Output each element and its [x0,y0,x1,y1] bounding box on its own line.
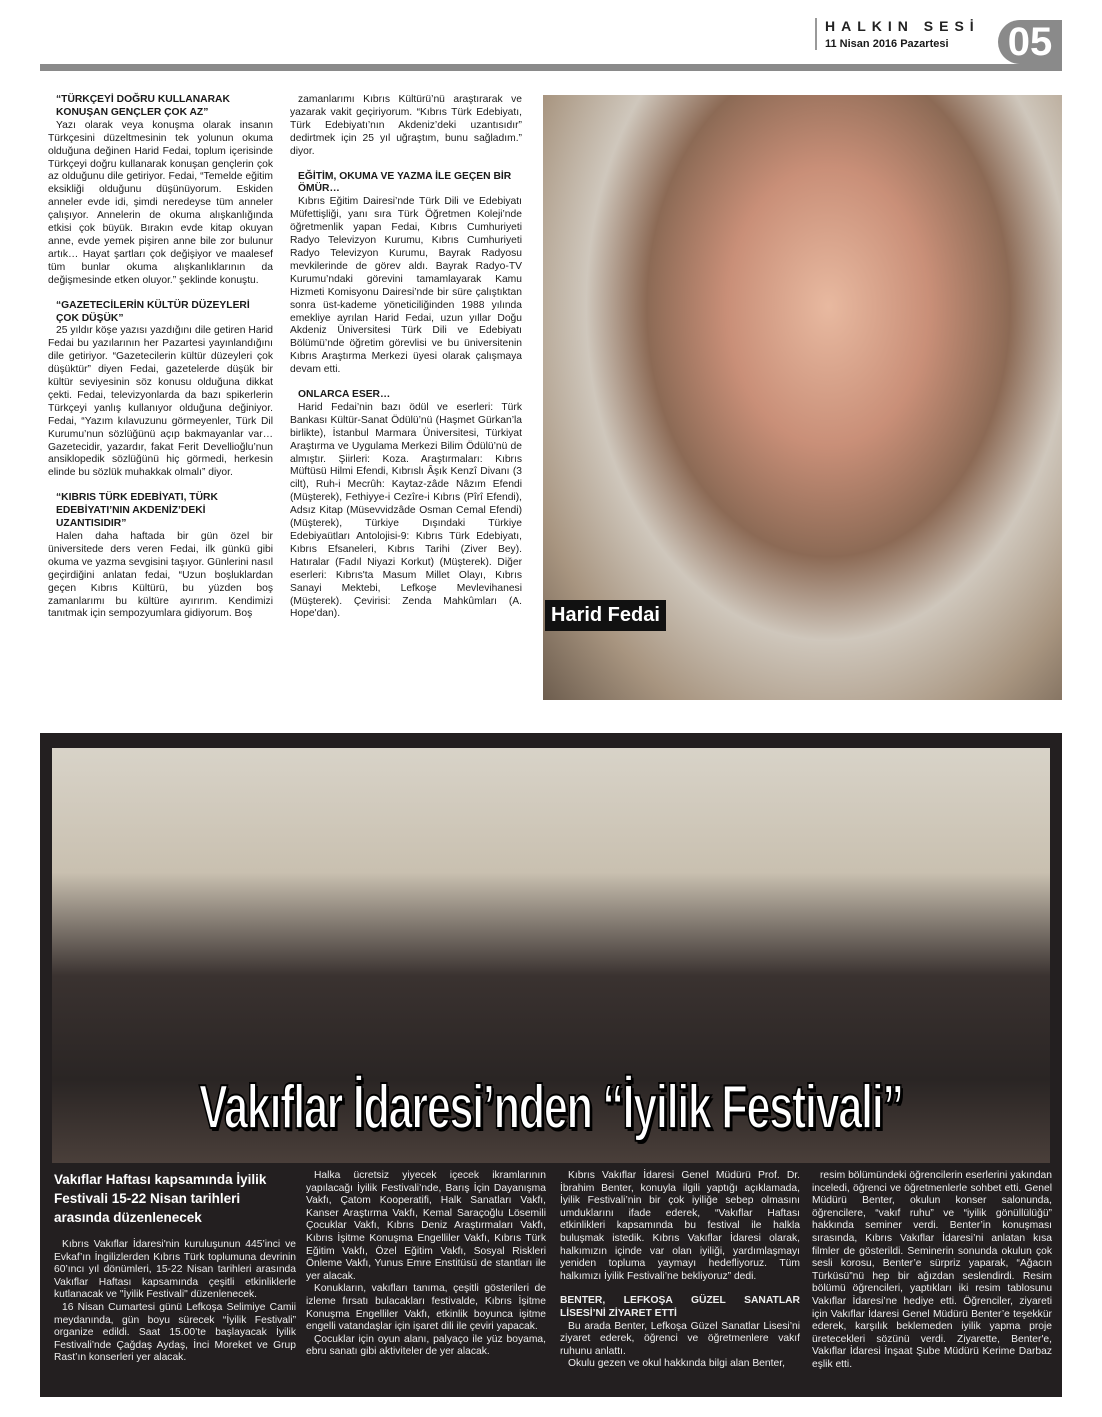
paragraph: Çocuklar için oyun alanı, palyaço ile yüz boyama, ebru sanatı gibi aktiviteler de yer alacak. [306,1333,546,1358]
paragraph: Kıbrıs Vakıflar İdaresi Genel Müdürü Prof. Dr. İbrahim Benter, konuyla ilgili yaptığı açıklamada, İyilik Festivali’nin bir çok iyiliğe sebep olmasını umduklarını ifade ederek, “Vakıflar Haftası etkinlikleri kapsamında bu festival ile halkla buluşmak istedik. Kıbrıs Vakıflar İdaresi olarak, halkımızın içinde var olan iyiliği, yardımlaşmayı yeniden topluma yaymayı hedefliyoruz. Tüm halkımızı İyilik Festivali’ne bekliyoruz” dedi. [560,1170,800,1282]
article2-column-3 [560,1170,800,1371]
paragraph: 25 yıldır köşe yazısı yazdığını dile getiren Harid Fedai bu yazılarının her Pazartesi yayınlandığını dile getiriyor. “Gazetecilerin kültür düzeyleri çok düşüktür” diyen Fedai, gazetelerde düşük bir kültür seviyesinin söz konusu olduğuna dikkat çekti. Fedai, televizyonlarda da bazı spikerlerin Türkçeyi yanlış kullanıyor olduğuna değiniyor. Fedai, “Yazım kılavuzunu görmeyenler, Türk Dil Kurumu’nun sözlüğünü açıp bakmayanlar var… Gazetecidir, yazardır, fakat Ferit Devellioğlu’nun ansiklopedik sözlüğünü hiç görmedi, herkesin elinde bu sözlük muhakkak olmalı” diyor. [48,325,273,479]
paragraph: Okulu gezen ve okul hakkında bilgi alan Benter, [568,1358,785,1370]
article2-column-2 [306,1170,546,1359]
section-heading: “KIBRIS TÜRK EDEBİYATI, TÜRK EDEBİYATI’NIN AKDENİZ’DEKİ UZANTISIDIR” [56,492,218,530]
section-heading: “TÜRKÇEYİ DOĞRU KULLANARAK KONUŞAN GENÇLER ÇOK AZ” [56,94,230,118]
page-number: 05 [998,20,1062,64]
paragraph: 16 Nisan Cumartesi günü Lefkoşa Selimiye Camii meydanında, gün boyu sürecek “İyilik Festivali” organize edildi. Saat 15.00’te başlayacak İyilik Festivali’nde Çağdaş Aydaş, İnci Moreket ve Grup Rast’ın konserleri yer alacak. [54,1301,296,1364]
header-rule [40,64,1062,71]
paragraph: resim bölümündeki öğrencilerin eserlerini yakından inceledi, öğrenci ve öğretmenlerle sohbet etti. Genel Müdürü Benter, okulun konser salonunda, öğrencilere, “vakıf ruhu” ve “iyilik gönüllülüğü” hakkında seminer verdi. Benter’in konuşması sırasında, Kıbrıs Vakıflar İdaresi’ni anlatan kısa filmler de gösterildi. Seminerin sonunda okulun çok sesli korosu, Benter’e sürpriz yaparak, “Ağacın Türküsü”nü hep bir ağızdan seslendirdi. Resim bölümü öğrencileri, yaptıkları iki resim tablosunu Vakıflar İdaresi’ne hediye etti. Öğrenciler, ziyareti için Vakıflar İdaresi Genel Müdürü Benter’e teşekkür ederek, karşılık beklemeden iyilik yapma proje üretecekleri sözünü verdi. Ziyarette, Benter'e, Vakıflar İdaresi İnşaat Şube Müdürü Kerime Darbaz eşlik etti. [812,1170,1052,1370]
masthead [815,18,980,50]
feature-headline-container [52,1072,1050,1144]
newspaper-name: HALKIN SESİ [825,18,980,34]
paragraph: Harid Fedai’nin bazı ödül ve eserleri: Türk Bankası Kültür-Sanat Ödülü’nü (Haşmet Gürkan’la birlikte), İstanbul Marmara Üniversitesi, Türkiyat Araştırma ve Uygulama Merkezi Bilim Ödülü’nü de almıştır. Şiirleri: Koza. Araştırmaları: Kıbrıs Müftüsü Hilmi Efendi, Kıbrıslı Âşık Kenzî Divanı (3 cilt), Ruh-i Mecrûh: Kaytaz-zâde Nâzım Efendi (Müşterek), Fethiyye-i Cezîre-i Kıbrıs (Pîrî Efendi), Adsız Kitap (Müsevvidzâde Osman Cemal Efendi) (Müşterek), Türkiye Dışındaki Türkiye Edebiyaütları Antolojisi-9: Kıbrıs Türk Edebiyatı, Kıbrıs Efsaneleri, Kıbrıs Tarihi (Ziver Bey). Hatıralar (Fadıl Niyazi Korkut) (Müşterek). Diğer eserleri: Kıbrıs'ta Masum Millet Olayı, Kıbrıs Sanayi Mektebi, Lefkoşe Mevlevihanesi (Müşterek). Çevirisi: Zenda Mahkûmları (A. Hope'dan). [290,401,522,620]
feature-headline: Vakıflar İdaresi’nden “İyilik Festivali” [199,1073,903,1142]
article1-column-1 [48,94,273,621]
article2-column-1 [54,1170,296,1365]
paragraph: zamanlarımı Kıbrıs Kültürü’nü araştırarak ve yazarak vakit geçiriyorum. “Kıbrıs Türk Edebiyatı, Türk Edebiyatı’nın Akdeniz’deki uzantısıdır” dedirtmek için 25 yıl uğraştım, bunu sağladım.” diyor. [290,94,522,157]
section-heading: ONLARCA ESER… [298,389,391,401]
issue-date: 11 Nisan 2016 Pazartesi [825,38,949,50]
article2-column-1-body [54,1239,296,1365]
paragraph: Konukların, vakıfları tanıma, çeşitli gösterileri de izleme fırsatı bulacakları festivalde, Kıbrıs İşitme Konuşma Engelliler Vakfı, etkinlik boyunca işitme engelli vatandaşlar için işaret dili ile çeviri yapacak. [306,1283,546,1333]
article1-column-2 [290,94,522,621]
section-heading: “GAZETECİLERİN KÜLTÜR DÜZEYLERİ ÇOK DÜŞÜK” [56,299,250,324]
paragraph: Yazı olarak veya konuşma olarak insanın Türkçesini düzeltmesinin tek yolunun okuma olduğuna değinen Harid Fedai, toplum içerisinde Türkçeyi doğru kullanarak konuşan gençlerin çok az olduğunu dile getiriyor. Fedai, “Temelde eğitim eksikliği olduğunu düşünüyorum. Eskiden anneler evde idi, şimdi neredeyse tüm anneler çalışıyor. Annelerin de okuma alışkanlığında etkisi çok büyük. Bırakın evde kitap okuyan anne, evde yemek pişiren anne bile zor bulunur artık… Hayat şartları çok değişiyor ve maalesef tüm bunlar okuma alışkanlıklarının da değişmesinde etken oluyor.” şeklinde konuştu. [48,119,273,286]
paragraph: Kıbrıs Eğitim Dairesi’nde Türk Dili ve Edebiyatı Müfettişliği, yanı sıra Türk Öğretmen Koleji’nde öğretmenlik yapan Fedai, Kıbrıs Cumhuriyeti Radyo Televizyon Kurumu, Kıbrıs Cumhuriyeti Radyo Televizyon Kurumu, Bayrak Radyosu mevkilerinde de görev aldı. Bayrak Radyo-TV Kurumu’ndaki görevini tamamlayarak Kamu Hizmeti Komisyonu Dairesi’nde bir süre çalıştıktan sonra üst-kademe yöneticiliğinden 1988 yılında emekliye ayrılan Harid Fedai, uzun yıllar Doğu Akdeniz Üniversitesi Türk Dili ve Edebiyatı Bölümü’nde öğretim görevlisi ve bu üniversitenin Kıbrıs Araştırma Merkezi üyesi olarak çalışmaya devam etti. [290,196,522,376]
paragraph: Halka ücretsiz yiyecek içecek ikramlarının yapılacağı İyilik Festivali’nde, Barış İçin Dayanışma Vakfı, Çatom Kooperatifi, Halk Sanatları Vakfı, Kanser Araştırma Vakfı, Kemal Saraçoğlu Lösemili Çocuklar Vakfı, Kıbrıs Deniz Araştırmaları Vakfı, Kıbrıs İşitme Konuşma Engelliler Vakfı, Kıbrıs Türk Eğitim Vakfı, Özel Eğitim Vakfı, Sosyal Riskleri Önleme Vakfı, Yunus Emre Enstitüsü de stantları ile yer alacak. [306,1170,546,1282]
section-heading: BENTER, LEFKOŞA GÜZEL SANATLAR LİSESİ’Nİ ZİYARET ETTİ [560,1295,800,1319]
article2-column-4 [812,1170,1052,1372]
feature-subhead: Vakıflar Haftası kapsamında İyilik Festivali 15-22 Nisan tarihleri arasında düzenlenecek [54,1172,267,1225]
section-heading: EĞİTİM, OKUMA VE YAZMA İLE GEÇEN BİR ÖMÜR… [298,170,512,195]
paragraph: Bu arada Benter, Lefkoşa Güzel Sanatlar Lisesi’ni ziyaret ederek, öğrenci ve öğretmenlere vakıf ruhunu anlattı. [560,1320,800,1357]
photo-caption: Harid Fedai [545,600,666,631]
paragraph: Kıbrıs Vakıflar İdaresi'nin kuruluşunun 445’inci ve Evkaf’ın İngilizlerden Kıbrıs Türk toplumuna devrinin 60’ıncı yıl dönümleri, 15-22 Nisan tarihleri arasında Vakıflar Haftası kapsamında çeşitli etkinliklerle kutlanacak ve "İyilik Festivali" düzenlenecek. [54,1239,296,1301]
paragraph: Halen daha haftada bir gün özel bir üniversitede ders veren Fedai, ilk günkü gibi okuma ve yazma sevgisini taşıyor. Günlerini nasıl geçirdiğini anlatan fedai, “Uzun boşluklardan geçen Kıbrıs Kültürü, bu yüzden boş zamanlarımı bu kültüre ayırırım. Kendimizi tanıtmak için sempozyumlara gidiyorum. Boş [48,531,273,620]
